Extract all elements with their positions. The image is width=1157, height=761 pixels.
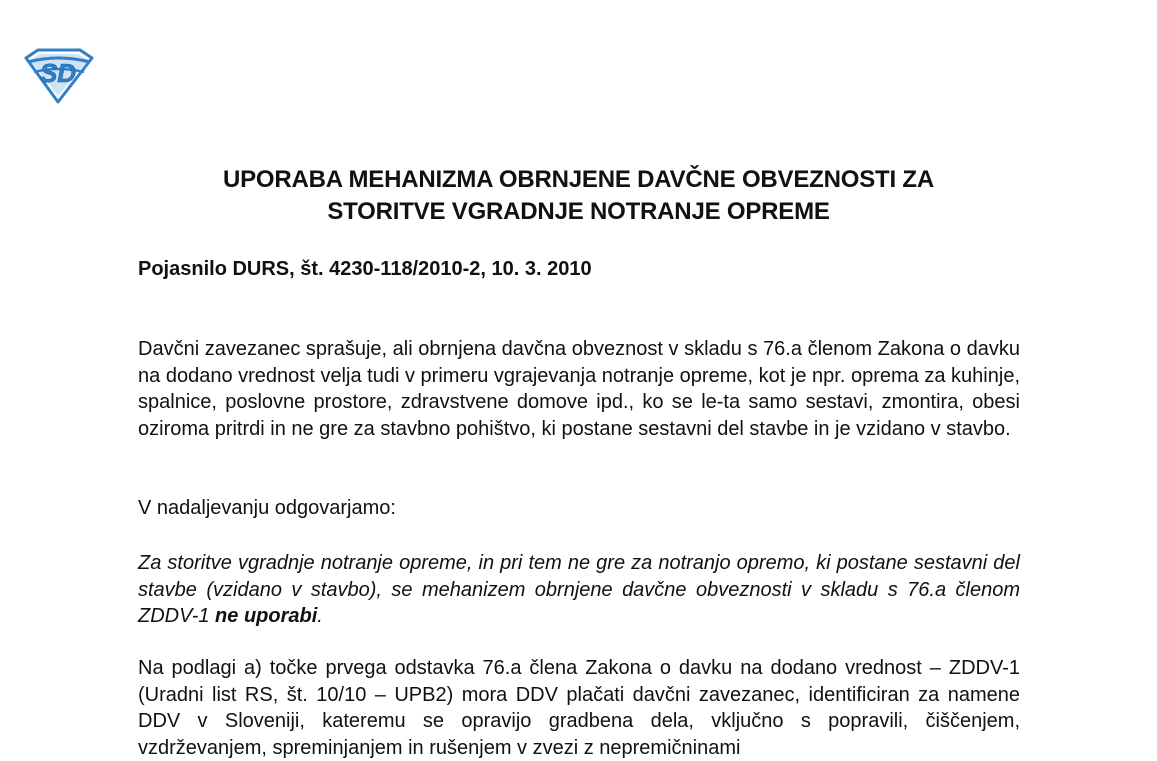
answer-text: Za storitve vgradnje notranje opreme, in pri tem ne gre za notranjo opremo, ki postane sestavni del stavbe (vzidano v stavbo), se mehanizem obrnjene davčne obveznosti v skladu s 76.a členom ZDDV-1 <box>138 552 1020 627</box>
title-line-2: STORITVE VGRADNJE NOTRANJE OPREME <box>327 198 830 225</box>
logo-text: SD <box>39 58 77 88</box>
document-subtitle: Pojasnilo DURS, št. 4230-118/2010-2, 10. 3. 2010 <box>138 258 592 280</box>
paragraph-intro: V nadaljevanju odgovarjamo: <box>138 497 396 519</box>
answer-emphasis: ne uporabi <box>215 605 318 627</box>
company-logo <box>20 48 96 104</box>
answer-end: . <box>317 605 323 627</box>
paragraph-question: Davčni zavezanec sprašuje, ali obrnjena davčna obveznost v skladu s 76.a členom Zakona o davku na dodano vrednost velja tudi v primeru vgrajevanja notranje opreme, kot je npr. oprema za kuhinje, spalnice, poslovne prostore, zdravstvene domove ipd., ko se le-ta samo sestavi, zmontira, obesi oziroma pritrdi in ne gre za stavbno pohištvo, ki postane sestavni del stavbe in je vzidano v stavbo. <box>138 338 1020 440</box>
paragraph-answer <box>138 550 1020 630</box>
title-line-1: UPORABA MEHANIZMA OBRNJENE DAVČNE OBVEZNOSTI ZA <box>222 166 935 193</box>
document-title <box>100 164 1057 228</box>
paragraph-legal-basis: Na podlagi a) točke prvega odstavka 76.a člena Zakona o davku na dodano vrednost – ZDDV-1 (Uradni list RS, št. 10/10 – UPB2) mora DDV plačati davčni zavezanec, identificiran za namene DDV v Sloveniji, kateremu se opravijo gradbena dela, vključno s popravili, čiščenjem, vzdrževanjem, spreminjanjem in rušenjem v zvezi z nepremičninami <box>138 657 1020 759</box>
